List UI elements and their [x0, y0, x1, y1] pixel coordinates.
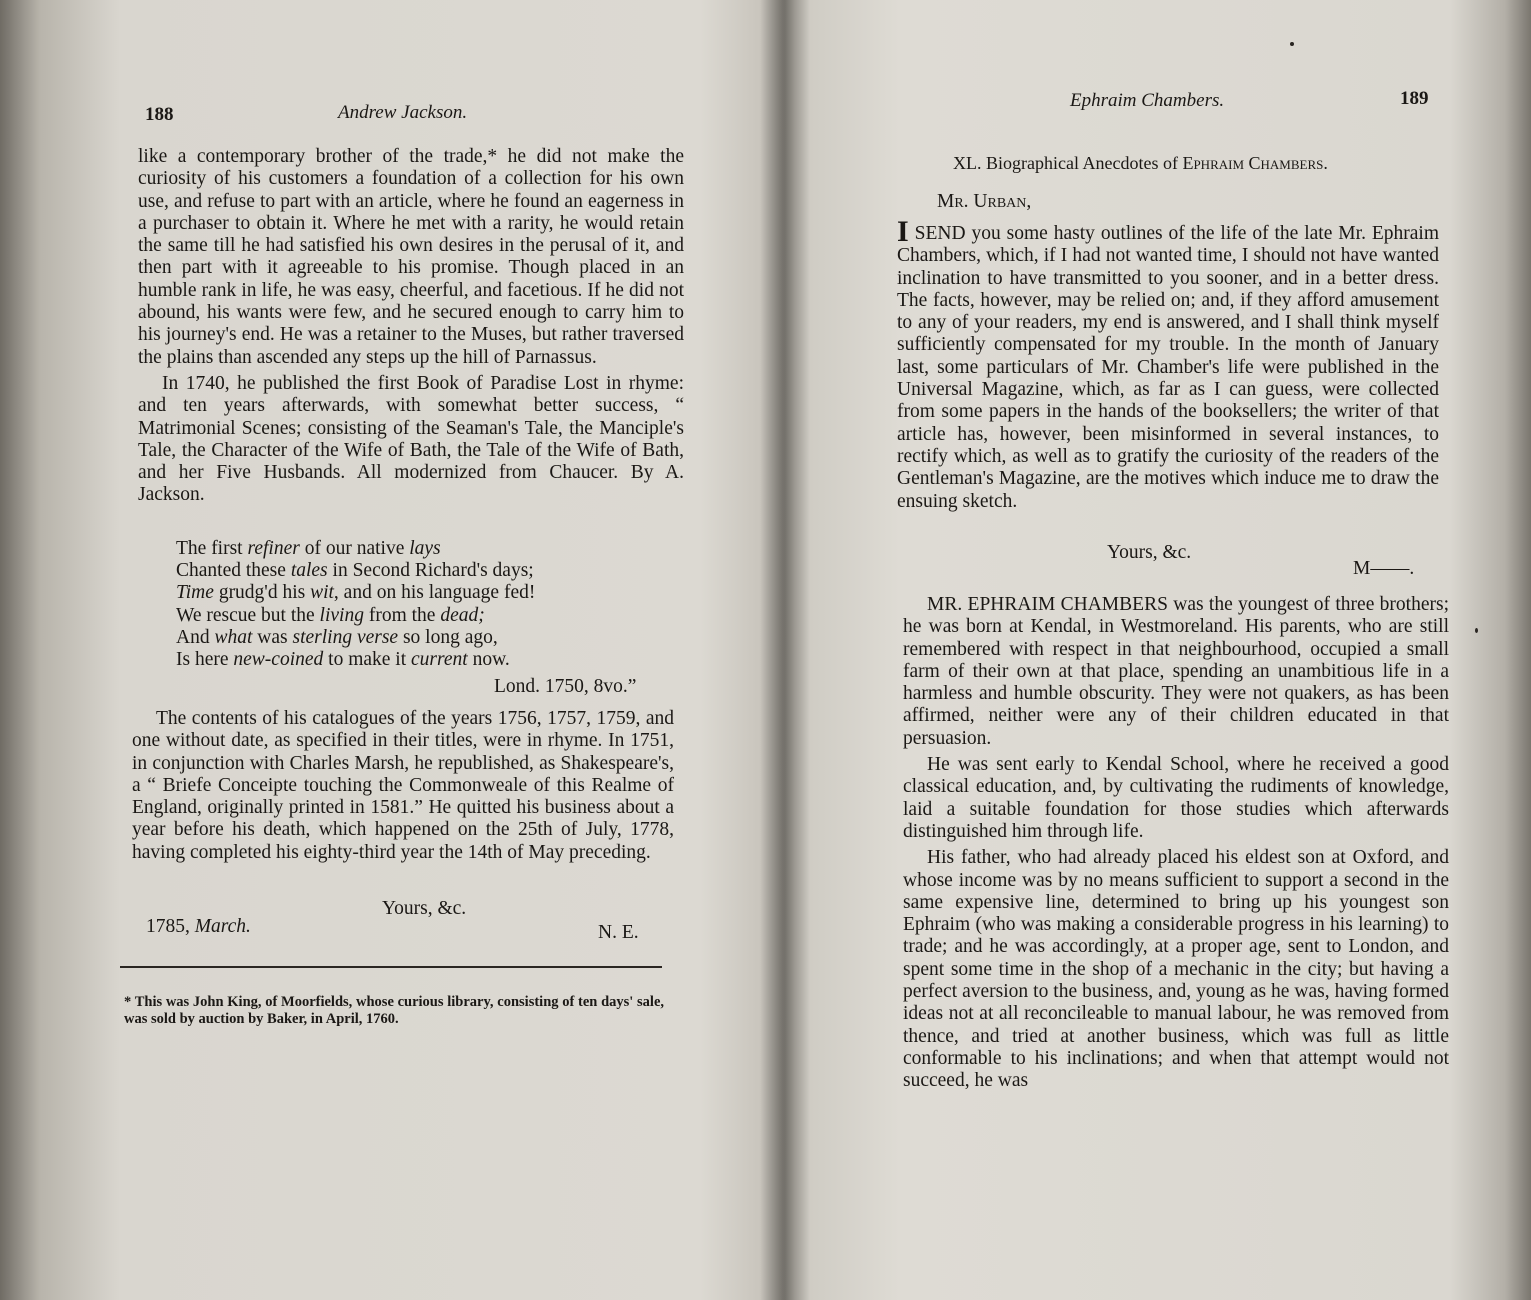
verse-line: Chanted these tales in Second Richard's days;	[176, 560, 534, 582]
body-text	[138, 146, 684, 507]
verse-line: And what was sterling verse so long ago,	[176, 626, 498, 648]
footnote-rule	[120, 966, 662, 968]
dateline: 1785, March.	[146, 916, 251, 937]
page-number: 188	[145, 104, 174, 125]
paragraph: I SEND you some hasty outlines of the life of the late Mr. Ephraim Chambers, which, if I had not wanted time, I should not have wanted inclination to have transmitted to you sooner, and in a better dress. The facts, however, may be relied on; and, if they afford amusement to any of your readers, my end is answered, and I shall think myself sufficiently compensated for my trouble. In the month of January last, some particulars of Mr. Chamber's life were published in the Universal Magazine, which, as far as I can guess, were collected from some papers in the hands of the booksellers; the writer of that article has, however, been misinformed in several instances, to rectify which, as well as to gratify the curiosity of the readers of the Gentleman's Magazine, are the motives which induce me to draw the ensuing sketch.	[897, 215, 1440, 512]
salutation: Mr. Urban,	[937, 191, 1032, 212]
paragraph: In 1740, he published the first Book of Paradise Lost in rhyme: and ten years afterwards, with somewhat better success, “ Matrimonial Scenes; consisting of the Seaman's Tale, the Manciple's Tale, the Character of the Wife of Bath, the Tale of the Wife of Bath, and her Five Husbands. All modernized from Chaucer. By A. Jackson.	[138, 372, 684, 506]
verse-line: Time grudg'd his wit, and on his language fed!	[176, 582, 536, 604]
right-page	[785, 0, 1531, 1300]
verse-line: Is here new-coined to make it current now.	[176, 649, 510, 671]
paragraph: The contents of his catalogues of the years 1756, 1757, 1759, and one without date, as specified in their titles, were in rhyme. In 1751, in conjunction with Charles Marsh, he republished, as Shakespeare's, a “ Briefe Conceipte touching the Commonweale of this Realme of England, originally printed in 1581.” He quitted his business about a year before his death, which happened on the 25th of July, 1778, having completed his eighty-third year the 14th of May preceding.	[132, 708, 674, 863]
paragraph: His father, who had already placed his eldest son at Oxford, and whose income was by no means sufficient to support a second in the same expensive line, determined to bring up his youngest son Ephraim (who was making a considerable progress in his learning) to trade; and he was accordingly, at a proper age, sent to London, and spent some time in the shop of a mechanic in the city; but having a perfect aversion to the business, and, young as he was, having formed ideas not at all reconcileable to manual labour, he was removed from thence, and tried at another business, which was full as little conformable to his inclinations; and when that attempt would not succeed, he was	[903, 847, 1449, 1092]
verse-line: The first refiner of our native lays	[176, 538, 441, 559]
imprint: Lond. 1750, 8vo.”	[494, 676, 637, 697]
drop-cap: I	[897, 215, 909, 248]
running-head: Ephraim Chambers.	[1070, 90, 1225, 111]
article-title: XL. Biographical Anecdotes of Ephraim Chambers.	[953, 153, 1328, 173]
closing: Yours, &c.	[1107, 542, 1192, 563]
body-text	[903, 594, 1449, 1093]
paragraph: He was sent early to Kendal School, where he received a good classical education, and, by cultivating the rudiments of knowledge, laid a suitable foundation for those studies which afterwards distinguished him through life.	[903, 754, 1449, 842]
page-number: 189	[1400, 88, 1429, 109]
verse-line: We rescue but the living from the dead;	[176, 604, 485, 626]
body-text	[132, 708, 674, 864]
running-head: Andrew Jackson.	[338, 102, 468, 123]
paragraph: like a contemporary brother of the trade,* he did not make the curiosity of his customers a foundation of a collection for his own use, and refuse to part with an article, where he found an eagerness in a purchaser to obtain it. Where he met with a rarity, he would retain the same till he had satisfied his own desires in the perusal of it, and then part with it agreeable to his promise. Though placed in an humble rank in life, he was easy, cheerful, and facetious. If he did not abound, his wants were few, and he secured enough to carry him to his journey's end. He was a retainer to the Muses, but rather traversed the plains than ascended any steps up the hill of Parnassus.	[138, 146, 684, 368]
closing: Yours, &c.	[382, 898, 467, 919]
footnote: * This was John King, of Moorfields, whose curious library, consisting of ten days' sale, was sold by auction by Baker, in April, 1760.	[124, 994, 664, 1027]
ink-spot	[1475, 628, 1478, 633]
letter-text	[897, 215, 1440, 513]
signature: N. E.	[598, 922, 639, 943]
paragraph: MR. EPHRAIM CHAMBERS was the youngest of three brothers; he was born at Kendal, in Westmoreland. His parents, who are still remembered with respect in that neighbourhood, occupied a small farm of their own at that place, spending an unambitious life in a harmless and humble obscurity. They were not quakers, as has been affirmed, neither were any of their children educated in that persuasion.	[903, 594, 1449, 749]
ink-spot	[1290, 42, 1294, 46]
signature: M——.	[1353, 558, 1415, 579]
verse-block	[176, 538, 636, 671]
